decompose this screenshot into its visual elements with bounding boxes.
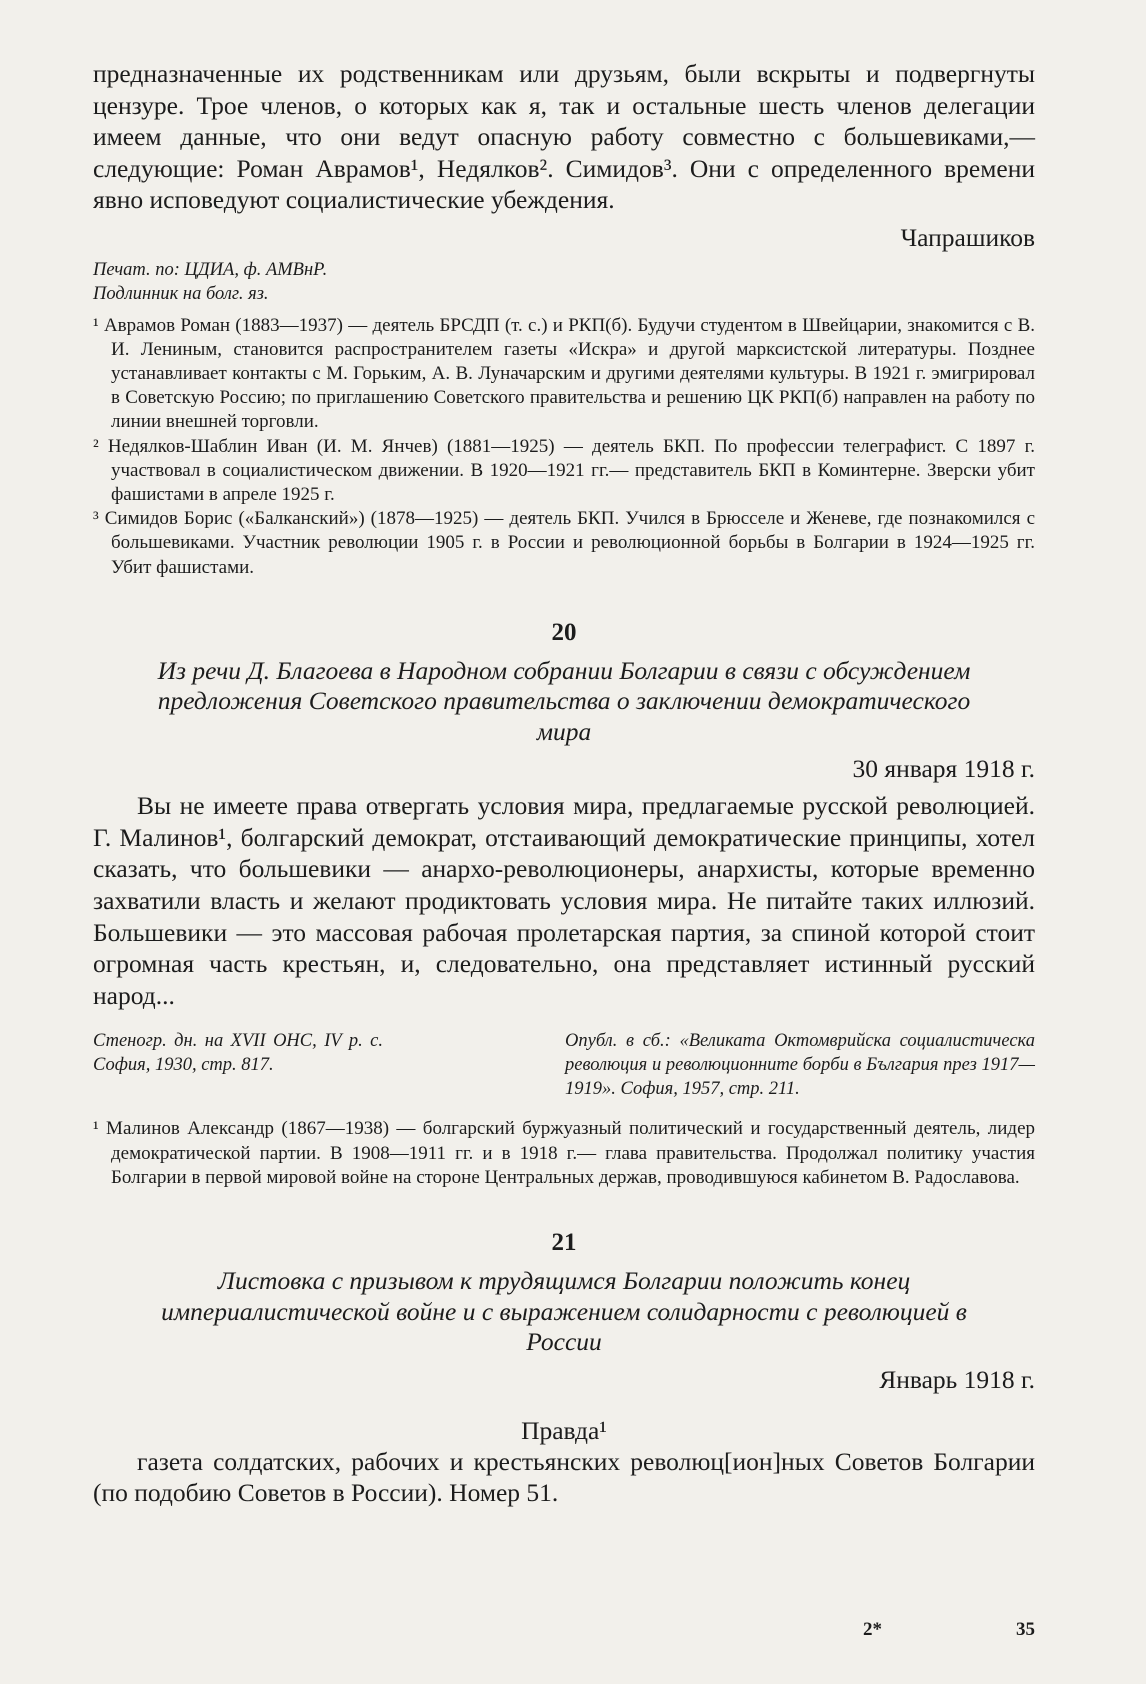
- footnotes: [93, 314, 1035, 580]
- page-number: 35: [1016, 1619, 1035, 1640]
- document-page: [93, 58, 1035, 1640]
- footnotes: [93, 1117, 1035, 1190]
- source-right: Опубл. в сб.: «Великата Октомврийска социалистическа революция и революционните борби в България през 1917—1919». София, 1957, стр. 211.: [565, 1031, 1035, 1100]
- document-date: Январь 1918 г.: [879, 1364, 1035, 1394]
- document-number: 21: [551, 1229, 577, 1257]
- footnote: ² Недялков-Шаблин Иван (И. М. Янчев) (1881—1925) — деятель БКП. По профессии телеграфист. С 1897 г. участвовал в социалистическом движении. В 1920—1921 гг.— представитель БКП в Коминтерне. Зверски убит фашистами в апреле 1925 г.: [93, 435, 1035, 505]
- source-left: Стеногр. дн. на XVII ОНС, IV р. с. София, 1930, стр. 817.: [93, 1031, 383, 1076]
- opening-paragraph: предназначенные их родственникам или друзьям, были вскрыты и подвергнуты цензуре. Трое членов, о которых как я, так и остальные шесть членов делегации имеем данные, что они ведут опасную работу совместно с большевиками,— следующие: Роман Аврамов¹, Недялков². Симидов³. Они с определенного времени явно исповедуют социалистические убеждения.: [93, 59, 1035, 215]
- document-title: Листовка с призывом к трудящимся Болгарии положить конец империалистической войне и с выражением солидарности с революцией в России: [161, 1266, 967, 1357]
- footnote: ¹ Малинов Александр (1867—1938) — болгарский буржуазный политический и государственный деятель, лидер демократической партии. В 1908—1911 гг. и в 1918 г.— глава правительства. Продолжал политику участия Болгарии в первой мировой войне на стороне Центральных держав, проводившуюся кабинетом В. Радославова.: [93, 1118, 1035, 1188]
- document-title: Из речи Д. Благоева в Народном собрании Болгарии в связи с обсуждением предложения Советского правительства о заключении демократического мира: [157, 655, 971, 746]
- footnote: ¹ Аврамов Роман (1883—1937) — деятель БРСДП (т. с.) и РКП(б). Будучи студентом в Швейцарии, знакомится с В. И. Лениным, становится распространителем газеты «Искра» и другой марксистской литературы. Позднее устанавливает контакты с М. Горьким, А. В. Луначарским и другими деятелями культуры. В 1921 г. эмигрировал в Советскую Россию; по приглашению Советского правительства и решению ЦК РКП(б) направлен на работу по линии внешней торговли.: [93, 314, 1035, 433]
- document-text: Вы не имеете права отвергать условия мира, предлагаемые русской революцией. Г. Малинов¹, болгарский демократ, отстаивающий демократические принципы, хотел сказать, что большевики — анархо-революционеры, анархисты, которые временно захватили власть и желают продиктовать условия мира. Не питайте таких иллюзий. Большевики — это массовая рабочая пролетарская партия, за спиной которой стоит огромная часть крестьян, и, следовательно, она представляет истинный русский народ...: [93, 791, 1035, 1010]
- document-date: 30 января 1918 г.: [852, 754, 1035, 784]
- footnote: ³ Симидов Борис («Балканский») (1878—1925) — деятель БКП. Учился в Брюсселе и Женеве, где познакомился с большевиками. Участник революции 1905 г. в России и революционной борьбы в Болгарии в 1924—1925 гг. Убит фашистами.: [93, 508, 1035, 578]
- source-row: [93, 1029, 1035, 1101]
- source-line: Подлинник на болг. яз.: [93, 283, 269, 304]
- signature-mark: 2*: [863, 1619, 882, 1640]
- signature: Чапрашиков: [900, 222, 1035, 252]
- source-line: Печат. по: ЦДИА, ф. АМВнР.: [93, 259, 328, 280]
- newspaper-title: Правда¹: [521, 1415, 607, 1445]
- document-number: 20: [551, 618, 577, 646]
- document-text: газета солдатских, рабочих и крестьянских революц[ион]ных Советов Болгарии (по подобию Советов в России). Номер 51.: [93, 1446, 1035, 1508]
